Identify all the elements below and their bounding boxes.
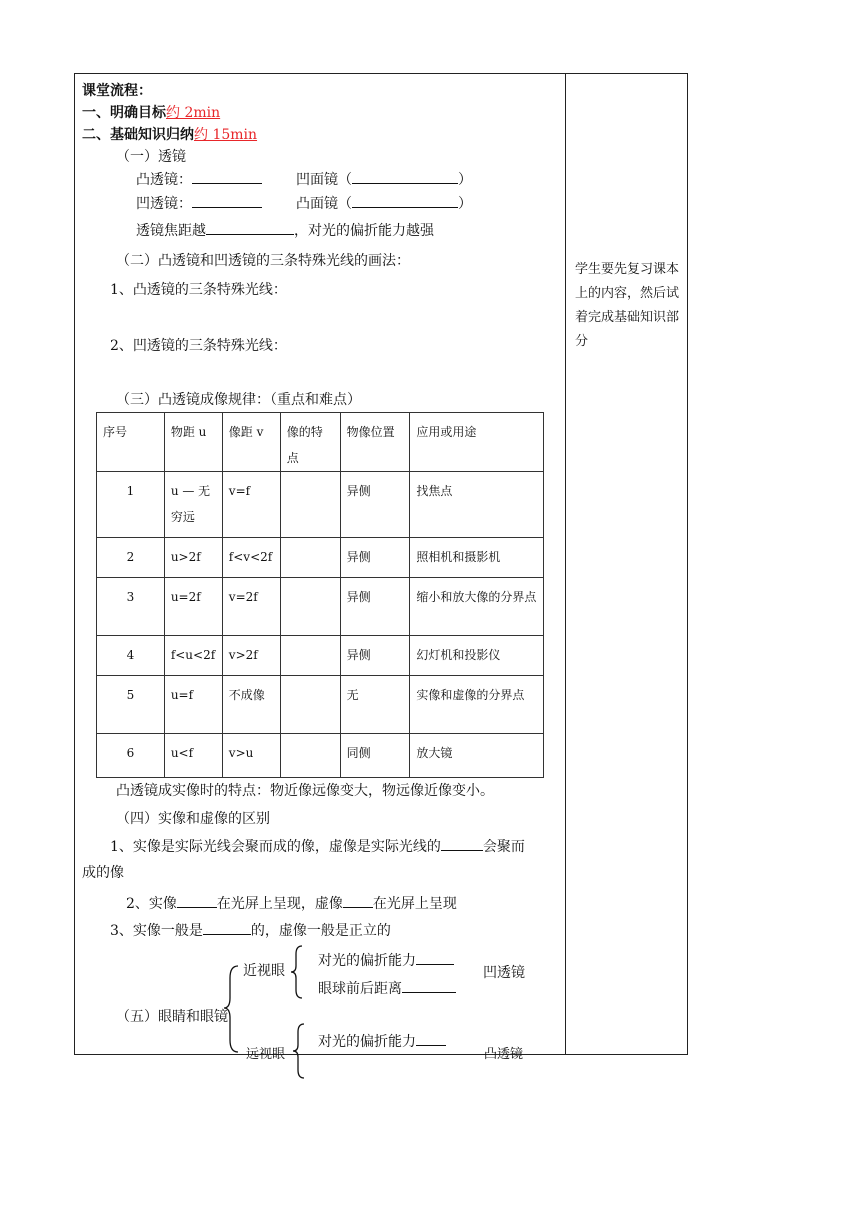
close-paren: ） xyxy=(458,172,472,188)
hyperopia-lens: 凸透镜 xyxy=(484,1047,524,1062)
concave-mirror-label: 凹面镜（ xyxy=(296,172,352,188)
step-2-time: 约 15min xyxy=(194,127,258,143)
table-cell: 异侧 xyxy=(340,538,410,578)
item-2-text-mid: 在光屏上呈现，虚像 xyxy=(216,896,343,912)
table-cell: 幻灯机和投影仪 xyxy=(410,636,544,676)
table-cell: 1 xyxy=(97,472,165,538)
item-3-blank[interactable] xyxy=(203,922,251,935)
rays-item-2: 2、凹透镜的三条特殊光线： xyxy=(110,338,287,354)
main-brace xyxy=(222,964,242,1054)
imaging-heading: （三）凸透镜成像规律：（重点和难点） xyxy=(116,392,361,408)
table-row xyxy=(97,636,544,676)
real-virtual-item-3 xyxy=(110,920,391,940)
header-cell: 物距 u xyxy=(164,413,222,472)
table-cell: 异侧 xyxy=(340,578,410,636)
item-1-blank[interactable] xyxy=(441,838,483,851)
myopia-power-blank[interactable] xyxy=(416,952,454,965)
rays-item-1: 1、凸透镜的三条特殊光线： xyxy=(110,282,287,298)
item-3-text: 3、实像一般是 xyxy=(110,923,203,939)
step-2 xyxy=(82,124,257,144)
real-virtual-item-1-cont: 成的像 xyxy=(82,865,124,881)
convex-lens-label: 凸透镜： xyxy=(136,172,192,188)
table-row xyxy=(97,538,544,578)
real-virtual-item-1 xyxy=(110,836,525,856)
myopia-lens: 凹透镜 xyxy=(483,965,525,981)
table-cell: v>u xyxy=(222,734,280,778)
table-cell-blank[interactable] xyxy=(280,676,340,734)
table-row xyxy=(97,578,544,636)
table-cell: v=f xyxy=(222,472,280,538)
real-virtual-item-2 xyxy=(126,893,457,913)
table-cell: 实像和虚像的分界点 xyxy=(410,676,544,734)
convex-lens-line xyxy=(136,169,262,189)
table-cell: 无 xyxy=(340,676,410,734)
table-cell-blank[interactable] xyxy=(280,734,340,778)
table-cell: u>2f xyxy=(164,538,222,578)
imaging-table xyxy=(96,412,544,778)
myopia-power-line xyxy=(318,950,454,970)
table-row xyxy=(97,676,544,734)
table-cell: 缩小和放大像的分界点 xyxy=(410,578,544,636)
step-1-label: 一、明确目标 xyxy=(82,105,166,121)
focal-prefix: 透镜焦距越 xyxy=(136,223,206,239)
header-cell: 像距 v xyxy=(222,413,280,472)
step-1-time: 约 2min xyxy=(166,105,221,121)
table-cell-blank[interactable] xyxy=(280,636,340,676)
header-cell: 应用或用途 xyxy=(410,413,544,472)
hyperopia-label: 远视眼 xyxy=(246,1047,286,1062)
table-cell: u=2f xyxy=(164,578,222,636)
real-virtual-heading: （四）实像和虚像的区别 xyxy=(116,811,270,827)
table-cell: u<f xyxy=(164,734,222,778)
table-cell: 6 xyxy=(97,734,165,778)
myopia-distance-blank[interactable] xyxy=(402,980,456,993)
table-cell: v>2f xyxy=(222,636,280,676)
table-cell: 异侧 xyxy=(340,472,410,538)
item-1-text-tail: 会聚而 xyxy=(482,839,525,855)
concave-lens-label: 凹透镜： xyxy=(136,196,192,212)
close-paren: ） xyxy=(458,196,472,212)
table-cell: 照相机和摄影机 xyxy=(410,538,544,578)
hyperopia-power-label: 对光的偏折能力 xyxy=(318,1034,416,1050)
column-divider xyxy=(565,73,566,1055)
item-1-text: 1、实像是实际光线会聚而成的像，虚像是实际光线的 xyxy=(110,839,441,855)
table-cell: v=2f xyxy=(222,578,280,636)
focal-suffix: ，对光的偏折能力越强 xyxy=(294,223,434,239)
focal-blank[interactable] xyxy=(206,222,294,235)
table-cell-blank[interactable] xyxy=(280,472,340,538)
step-1 xyxy=(82,102,220,122)
table-cell: u=f xyxy=(164,676,222,734)
eye-heading: （五）眼睛和眼镜 xyxy=(116,1009,228,1025)
convex-mirror-line xyxy=(296,193,472,213)
header-cell: 像的特点 xyxy=(280,413,340,472)
convex-mirror-label: 凸面镜（ xyxy=(296,196,352,212)
item-2-blank-b[interactable] xyxy=(343,895,373,908)
myopia-distance-label: 眼球前后距离 xyxy=(318,981,402,997)
item-2-text: 2、实像 xyxy=(126,896,177,912)
table-cell-blank[interactable] xyxy=(280,538,340,578)
table-cell-blank[interactable] xyxy=(280,578,340,636)
convex-lens-blank[interactable] xyxy=(192,171,262,184)
rays-heading: （二）凸透镜和凹透镜的三条特殊光线的画法： xyxy=(116,253,410,269)
lens-heading: （一）透镜 xyxy=(116,149,186,165)
item-2-text-tail: 在光屏上呈现 xyxy=(372,896,457,912)
convex-mirror-blank[interactable] xyxy=(352,195,458,208)
table-cell: 异侧 xyxy=(340,636,410,676)
step-2-label: 二、基础知识归纳 xyxy=(82,127,194,143)
table-cell: 4 xyxy=(97,636,165,676)
imaging-summary: 凸透镜成实像时的特点：物近像远像变大，物远像近像变小。 xyxy=(116,783,494,799)
table-cell: 找焦点 xyxy=(410,472,544,538)
myopia-distance-line xyxy=(318,978,456,998)
concave-lens-line xyxy=(136,193,262,213)
table-cell: 2 xyxy=(97,538,165,578)
table-cell: 不成像 xyxy=(222,676,280,734)
table-row xyxy=(97,734,544,778)
table-cell: u — 无穷远 xyxy=(164,472,222,538)
hyperopia-brace xyxy=(292,1022,308,1080)
concave-mirror-line xyxy=(296,169,472,189)
item-3-text-tail: 的，虚像一般是正立的 xyxy=(250,923,391,939)
myopia-brace xyxy=(290,944,306,1000)
table-cell: f<u<2f xyxy=(164,636,222,676)
table-cell: 5 xyxy=(97,676,165,734)
table-cell: 3 xyxy=(97,578,165,636)
focal-line xyxy=(136,220,434,240)
hyperopia-power-blank[interactable] xyxy=(416,1033,446,1046)
header-cell: 物像位置 xyxy=(340,413,410,472)
concave-mirror-blank[interactable] xyxy=(352,171,458,184)
table-cell: 放大镜 xyxy=(410,734,544,778)
table-header-row xyxy=(97,413,544,472)
table-cell: 同侧 xyxy=(340,734,410,778)
myopia-label: 近视眼 xyxy=(243,963,285,979)
page-title: 课堂流程： xyxy=(82,83,152,99)
myopia-power-label: 对光的偏折能力 xyxy=(318,953,416,969)
table-row xyxy=(97,472,544,538)
item-2-blank-a[interactable] xyxy=(177,895,217,908)
table-cell: f<v<2f xyxy=(222,538,280,578)
concave-lens-blank[interactable] xyxy=(192,195,262,208)
hyperopia-power-line xyxy=(318,1031,446,1051)
header-cell: 序号 xyxy=(97,413,165,472)
side-note: 学生要先复习课本上的内容，然后试着完成基础知识部分 xyxy=(575,262,680,349)
